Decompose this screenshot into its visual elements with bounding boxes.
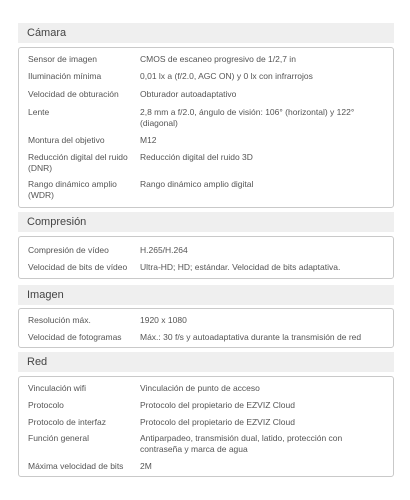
row-label: Sensor de imagen — [28, 54, 97, 64]
section-title-compresion: Compresión — [18, 212, 394, 232]
row-label: Velocidad de obturación — [28, 89, 119, 99]
row-label: Velocidad de bits de vídeo — [28, 262, 128, 272]
row-value: 0,01 lx a (f/2.0, AGC ON) y 0 lx con infrarrojos — [140, 71, 313, 81]
section-title-red: Red — [18, 352, 394, 372]
row-label: Vinculación wifi — [28, 383, 86, 393]
section-title-imagen: Imagen — [18, 285, 394, 305]
row-label: Resolución máx. — [28, 315, 91, 325]
table-camara — [18, 47, 394, 208]
row-value: Protocolo del propietario de EZVIZ Cloud — [140, 417, 295, 427]
row-label: Velocidad de fotogramas — [28, 332, 122, 342]
row-label: Reducción digital del ruido (DNR) — [28, 152, 128, 173]
row-label: Compresión de vídeo — [28, 245, 109, 255]
row-value: Ultra-HD; HD; estándar. Velocidad de bits adaptativa. — [140, 262, 341, 272]
row-label: Montura del objetivo — [28, 135, 105, 145]
table-compresion — [18, 236, 394, 279]
row-value: Rango dinámico amplio digital — [140, 179, 254, 189]
table-red — [18, 376, 394, 477]
row-value: 2M — [140, 461, 152, 471]
row-label: Rango dinámico amplio (WDR) — [28, 179, 117, 200]
row-value: Máx.: 30 f/s y autoadaptativa durante la transmisión de red — [140, 332, 362, 342]
row-value: 2,8 mm a f/2.0, ángulo de visión: 106° (horizontal) y 122° (diagonal) — [140, 107, 355, 128]
row-label: Protocolo de interfaz — [28, 417, 106, 427]
row-value: Obturador autoadaptativo — [140, 89, 237, 99]
row-value: Protocolo del propietario de EZVIZ Cloud — [140, 400, 295, 410]
row-value: Vinculación de punto de acceso — [140, 383, 260, 393]
row-label: Lente — [28, 107, 50, 117]
row-value: 1920 x 1080 — [140, 315, 187, 325]
row-value: CMOS de escaneo progresivo de 1/2,7 in — [140, 54, 296, 64]
row-label: Función general — [28, 433, 89, 443]
row-label: Protocolo — [28, 400, 64, 410]
row-value: H.265/H.264 — [140, 245, 188, 255]
row-label: Iluminación mínima — [28, 71, 102, 81]
table-imagen — [18, 308, 394, 348]
row-value: M12 — [140, 135, 157, 145]
row-value: Antiparpadeo, transmisión dual, latido, protección con contraseña y marca de agua — [140, 433, 343, 454]
row-value: Reducción digital del ruido 3D — [140, 152, 253, 162]
section-title-camara: Cámara — [18, 23, 394, 43]
row-label: Máxima velocidad de bits — [28, 461, 124, 471]
